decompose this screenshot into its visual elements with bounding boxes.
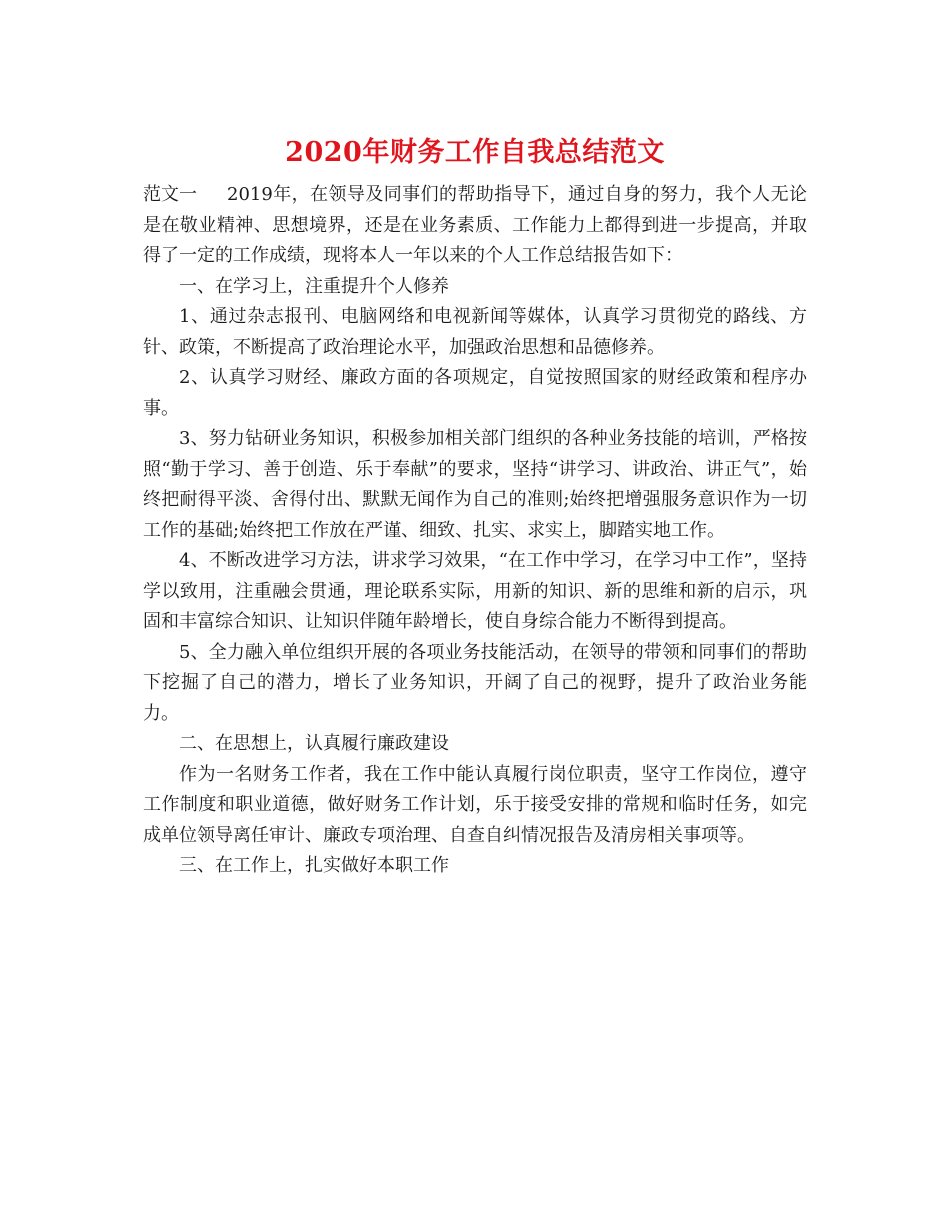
paragraph-item-4: 4、不断改进学习方法，讲求学习效果，“在工作中学习，在学习中工作”，坚持学以致用，注重融会贯通，理论联系实际，用新的知识、新的思维和新的启示，巩固和丰富综合知识、让知识伴随年龄增长，使自身综合能力不断得到提高。 (143, 550, 807, 632)
paragraph-item-1: 1、通过杂志报刊、电脑网络和电视新闻等媒体，认真学习贯彻党的路线、方针、政策，不断提高了政治理论水平，加强政治思想和品德修养。 (143, 306, 807, 358)
paragraph-item-5: 5、全力融入单位组织开展的各项业务技能活动，在领导的带领和同事们的帮助下挖掘了自己的潜力，增长了业务知识，开阔了自己的视野，提升了政治业务能力。 (143, 641, 807, 724)
section-heading-thought: 二、在思想上，认真履行廉政建设 (179, 733, 449, 754)
section-heading-work: 三、在工作上，扎实做好本职工作 (179, 855, 449, 876)
document-body (143, 180, 807, 882)
document-title: 2020年财务工作自我总结范文 (285, 137, 665, 168)
intro-label: 范文一 (143, 184, 197, 205)
paragraph-item-2: 2、认真学习财经、廉政方面的各项规定，自觉按照国家的财经政策和程序办事。 (143, 367, 807, 419)
paragraph-item-3: 3、努力钻研业务知识，积极参加相关部门组织的各种业务技能的培训，严格按照“勤于学习、善于创造、乐于奉献”的要求，坚持“讲学习、讲政治、讲正气”，始终把耐得平淡、舍得付出、默默无闻作为自己的准则;始终把增强服务意识作为一切工作的基础;始终把工作放在严谨、细致、扎实、求实上，脚踏实地工作。 (143, 428, 807, 541)
paragraph-thought: 作为一名财务工作者，我在工作中能认真履行岗位职责，坚守工作岗位，遵守工作制度和职业道德，做好财务工作计划，乐于接受安排的常规和临时任务，如完成单位领导离任审计、廉政专项治理、自查自纠情况报告及清房相关事项等。 (143, 763, 807, 846)
intro-paragraph (143, 180, 807, 272)
intro-text: 2019年，在领导及同事们的帮助指导下，通过自身的努力，我个人无论是在敬业精神、思想境界，还是在业务素质、工作能力上都得到进一步提高，并取得了一定的工作成绩，现将本人一年以来的个人工作总结报告如下： (143, 184, 807, 266)
section-heading-study: 一、在学习上，注重提升个人修养 (179, 275, 449, 297)
